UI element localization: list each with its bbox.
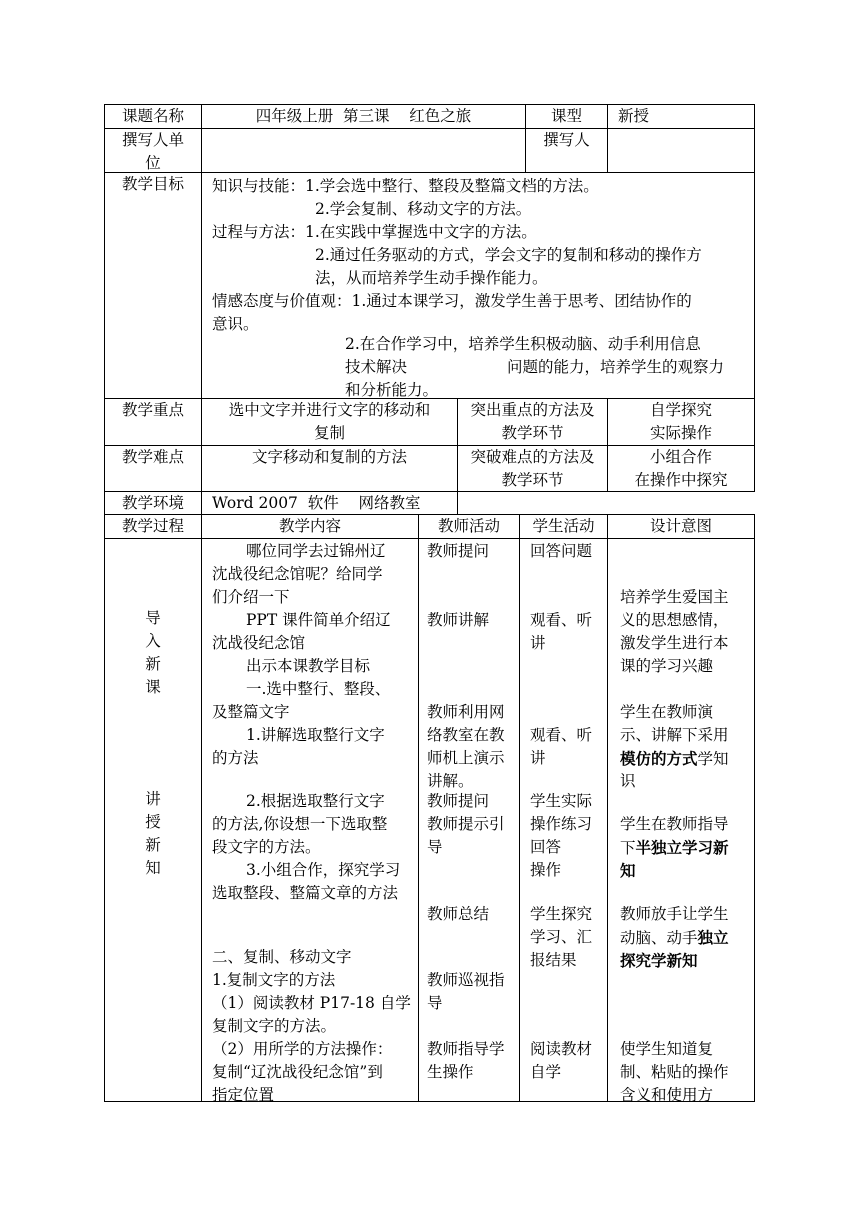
intent-bold-text: 模仿的方式 (620, 749, 698, 768)
intent-text: 动脑、动手 (620, 929, 698, 947)
student-line: 操作练习 (530, 815, 593, 833)
goal-line: 法，从而培养学生动手操作能力。 (315, 269, 548, 287)
student-line: 讲 (530, 634, 546, 652)
intent-line: 课的学习兴趣 (620, 657, 714, 675)
key-method-cell (457, 398, 608, 446)
content-line: 哪位同学去过锦州辽 (246, 542, 386, 560)
teacher-line: 讲解。 (427, 772, 474, 790)
intent-line-mixed (620, 926, 729, 950)
intent-line-mixed (620, 747, 729, 771)
goals-label-cell (104, 172, 202, 399)
intent-cell (607, 538, 755, 1102)
goal-line: 2.学会复制、移动文字的方法。 (315, 200, 532, 218)
intent-line: 含义和使用方 (620, 1086, 714, 1104)
intent-line (620, 859, 636, 883)
teacher-line: 教师讲解 (427, 611, 490, 629)
intent-line: 培养学生爱国主 (620, 588, 729, 606)
stage-teach-char: 知 (145, 859, 161, 877)
goal-line: 意识。 (212, 315, 259, 333)
student-line: 报结果 (530, 951, 577, 969)
content-line: （1）阅读教材 P17-18 自学 (212, 994, 411, 1012)
env-label: 教学环境 (121, 494, 184, 512)
student-line: 操作 (530, 861, 562, 879)
topic-label-cell (104, 104, 202, 129)
stage-cell (104, 538, 202, 1102)
unit-label-line1: 撰写人单 (121, 131, 184, 149)
intent-line: 教师放手让学生 (620, 905, 729, 923)
intent-line: 识 (620, 772, 636, 790)
intent-line: 制、粘贴的操作 (620, 1063, 729, 1081)
unit-label-line2: 位 (145, 154, 161, 172)
process-header-c1 (104, 514, 202, 539)
student-line: 讲 (530, 749, 546, 767)
env-value-cell (201, 491, 458, 515)
student-line: 回答 (530, 838, 562, 856)
teacher-line: 导 (427, 994, 443, 1012)
intent-bold-text: 半独立学习新 (635, 838, 729, 857)
unit-label-cell (104, 128, 202, 173)
student-line: 自学 (530, 1063, 562, 1081)
content-line: 的方法,你设想一下选取整 (212, 815, 388, 833)
author-label-cell (525, 128, 608, 173)
stage-teach-char: 授 (145, 813, 161, 831)
teacher-line: 师机上演示 (427, 749, 505, 767)
content-line: PPT 课件简单介绍辽 (246, 611, 391, 629)
topic-label: 课题名称 (121, 107, 184, 125)
goal-line: 技术解决 (345, 358, 408, 376)
intent-line-mixed (620, 836, 729, 860)
stage-intro-char: 入 (145, 632, 161, 650)
goal-line: 情感态度与价值观：1.通过本课学习，激发学生善于思考、团结协作的 (212, 292, 692, 310)
teacher-line: 教师提问 (427, 542, 490, 560)
author-value-cell (607, 128, 755, 173)
key-label-cell (104, 398, 202, 446)
student-line: 学生探究 (530, 905, 593, 923)
difficulty-approach-line2: 在操作中探究 (634, 471, 728, 489)
content-line: （2）用所学的方法操作： (212, 1040, 393, 1058)
intent-line: 学生在教师演 (620, 703, 714, 721)
student-line: 学习、汇 (530, 928, 593, 946)
type-value: 新授 (618, 107, 650, 125)
teacher-cell (418, 538, 520, 1102)
student-header-label: 学生活动 (532, 517, 595, 535)
student-line: 回答问题 (530, 542, 593, 560)
student-line: 阅读教材 (530, 1040, 593, 1058)
process-header-c2 (201, 514, 419, 539)
intent-bold-text: 知 (620, 861, 636, 880)
teacher-line: 教师指导学 (427, 1040, 505, 1058)
student-line: 观看、听 (530, 726, 593, 744)
intent-bold-text: 探究学新知 (620, 951, 698, 970)
topic-value-cell (201, 104, 526, 129)
process-header-c5 (607, 514, 755, 539)
stage-intro-char: 课 (145, 678, 161, 696)
type-value-cell (607, 104, 755, 129)
intent-line: 学生在教师指导 (620, 815, 729, 833)
intent-header-label: 设计意图 (649, 517, 712, 535)
difficulty-label: 教学难点 (121, 448, 184, 466)
teacher-line: 教师提问 (427, 792, 490, 810)
difficulty-approach-line1: 小组合作 (649, 448, 712, 466)
difficulty-content: 文字移动和复制的方法 (251, 448, 407, 466)
type-label: 课型 (550, 107, 582, 125)
process-header-c3 (418, 514, 520, 539)
intent-line (620, 949, 698, 973)
difficulty-method-cell (457, 445, 608, 492)
goals-label: 教学目标 (121, 175, 184, 193)
content-line: 2.根据选取整行文字 (246, 792, 385, 810)
key-approach-line1: 自学探究 (649, 401, 712, 419)
content-line: 选取整段、整篇文章的方法 (212, 884, 399, 902)
content-line: 们介绍一下 (212, 588, 290, 606)
env-value: Word 2007 软件 网络教室 (212, 494, 421, 512)
content-line: 1.讲解选取整行文字 (246, 726, 385, 744)
content-cell (201, 538, 419, 1102)
author-label: 撰写人 (543, 131, 590, 149)
stage-teach-char: 新 (145, 836, 161, 854)
content-line: 3.小组合作，探究学习 (246, 861, 401, 879)
content-line: 指定位置 (212, 1086, 275, 1104)
goal-line: 和分析能力。 (345, 381, 439, 399)
intent-line: 激发学生进行本 (620, 634, 729, 652)
key-approach-cell (607, 398, 755, 446)
unit-value-cell (201, 128, 526, 173)
difficulty-label-cell (104, 445, 202, 492)
intent-line: 示、讲解下采用 (620, 726, 729, 744)
student-line: 观看、听 (530, 611, 593, 629)
teacher-line: 络教室在教 (427, 726, 505, 744)
content-line: 段文字的方法。 (212, 838, 321, 856)
env-label-cell (104, 491, 202, 515)
goal-line: 2.通过任务驱动的方式，学会文字的复制和移动的操作方 (315, 246, 702, 264)
intent-bold-text: 独立 (697, 928, 729, 947)
difficulty-approach-cell (607, 445, 755, 492)
key-method-line1: 突出重点的方法及 (470, 401, 595, 419)
content-line: 及整篇文字 (212, 703, 290, 721)
intent-text: 下 (620, 839, 636, 857)
intent-line: 使学生知道复 (620, 1040, 714, 1058)
key-content-line2: 复制 (313, 424, 345, 442)
content-line: 的方法 (212, 749, 259, 767)
content-header-label: 教学内容 (278, 517, 341, 535)
teacher-line: 教师提示引 (427, 815, 505, 833)
goal-line: 2.在合作学习中，培养学生积极动脑、动手利用信息 (345, 335, 701, 353)
content-line: 复制“辽沈战役纪念馆”到 (212, 1063, 383, 1081)
teacher-header-label: 教师活动 (437, 517, 500, 535)
teacher-line: 导 (427, 838, 443, 856)
content-line: 沈战役纪念馆 (212, 634, 306, 652)
student-line: 学生实际 (530, 792, 593, 810)
content-line: 1.复制文字的方法 (212, 971, 336, 989)
intent-text: 学知 (697, 750, 729, 768)
content-line: 二、复制、移动文字 (212, 948, 352, 966)
teacher-line: 教师总结 (427, 905, 490, 923)
teacher-line: 教师利用网 (427, 703, 505, 721)
goal-line: 知识与技能：1.学会选中整行、整段及整篇文档的方法。 (212, 177, 599, 195)
key-method-line2: 教学环节 (501, 424, 564, 442)
content-line: 复制文字的方法。 (212, 1017, 337, 1035)
key-label: 教学重点 (121, 401, 184, 419)
teacher-line: 生操作 (427, 1063, 474, 1081)
difficulty-method-line1: 突破难点的方法及 (470, 448, 595, 466)
student-cell (519, 538, 608, 1102)
key-content-line1: 选中文字并进行文字的移动和 (228, 401, 431, 419)
key-approach-line2: 实际操作 (649, 424, 712, 442)
stage-intro-char: 导 (145, 609, 161, 627)
stage-teach-char: 讲 (145, 790, 161, 808)
difficulty-method-line2: 教学环节 (501, 471, 564, 489)
difficulty-content-cell (201, 445, 458, 492)
type-label-cell (525, 104, 608, 129)
goal-line: 问题的能力，培养学生的观察力 (507, 358, 725, 376)
goals-content-cell (201, 172, 755, 399)
process-header-label: 教学过程 (121, 517, 184, 535)
intent-line: 义的思想感情， (620, 611, 729, 629)
process-header-c4 (519, 514, 608, 539)
goal-line: 过程与方法：1.在实践中掌握选中文字的方法。 (212, 223, 537, 241)
topic-value: 四年级上册 第三课 红色之旅 (255, 107, 472, 125)
stage-intro-char: 新 (145, 655, 161, 673)
content-line: 一.选中整行、整段、 (246, 680, 391, 698)
teacher-line: 教师巡视指 (427, 971, 505, 989)
key-content-cell (201, 398, 458, 446)
content-line: 沈战役纪念馆呢？给同学 (212, 565, 383, 583)
content-line: 出示本课教学目标 (246, 657, 371, 675)
